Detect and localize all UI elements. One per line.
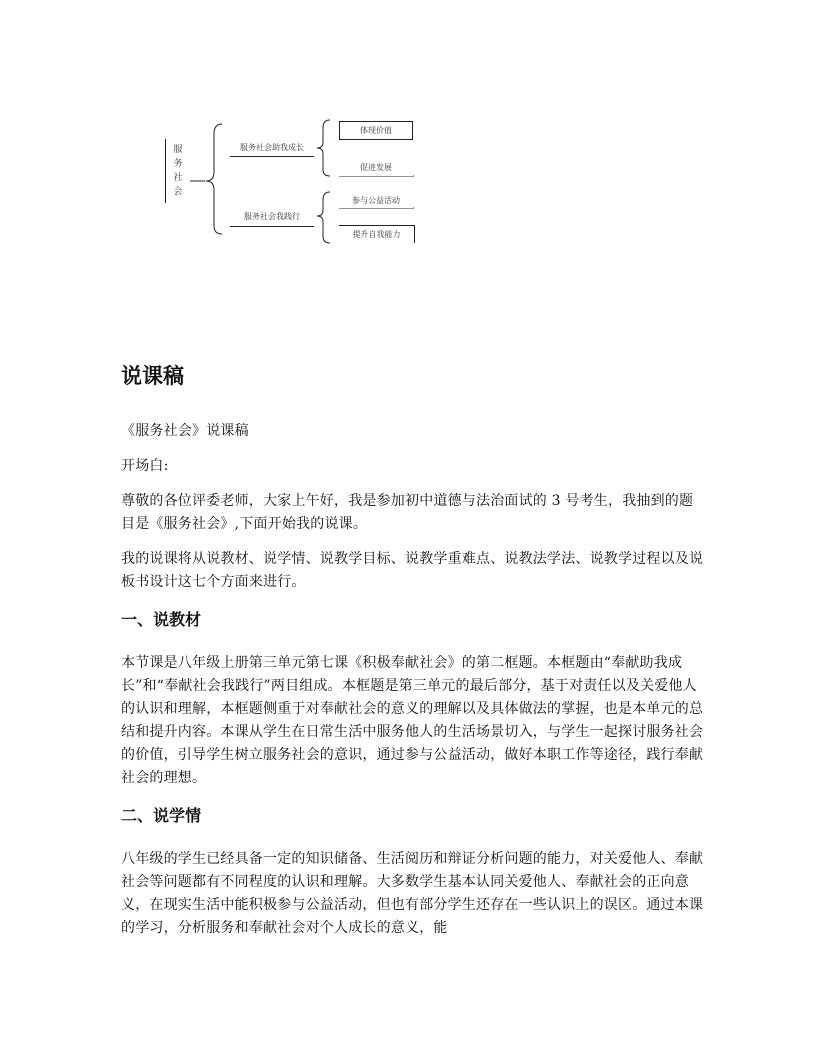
subtitle-paragraph: 《服务社会》说课稿 [121,423,249,439]
section-heading-students: 二、说学情 [121,806,202,825]
root-char: 服 [173,145,183,155]
branch-label-grow: 服务社会助我成长 [230,139,314,157]
concept-diagram [0,0,816,260]
document-title: 说课稿 [121,364,184,388]
document-body [121,356,706,952]
leaf-box: 提升自我能力 [339,225,415,243]
leaf-box: 体现价值 [339,121,413,140]
leaf-box: 促进发展 [339,158,413,176]
outline-paragraph: 我的说课将从说教材、说学情、说教学目标、说教学重难点、说教法学法、说教学过程以及说板书设计这七个方面来进行。 [121,551,704,590]
section-heading-textbook: 一、说教材 [121,610,202,629]
root-char: 社 [173,173,183,183]
section-text-textbook: 本节课是八年级上册第三单元第七课《积极奉献社会》的第二框题。本框题由“奉献助我成长”和“奉献社会我践行”两目组成。本框题是第三单元的最后部分，基于对责任以及关爱他人的认识和理解，本框题侧重于对奉献社会的意义的理解以及具体做法的掌握，也是本单元的总结和提升内容。本课从学生在日常生活中服务他人的生活场景切入，与学生一起探讨服务社会的价值，引导学生树立服务社会的意识，通过参与公益活动，做好本职工作等途径，践行奉献社会的理想。 [121,655,704,786]
intro-paragraph: 尊敬的各位评委老师，大家上午好，我是参加初中道德与法治面试的 3 号考生，我抽到的题目是《服务社会》,下面开始我的说课。 [121,493,694,532]
leaf-box: 参与公益活动 [339,192,413,208]
root-char: 务 [173,159,183,169]
section-text-students: 八年级的学生已经具备一定的知识储备、生活阅历和辩证分析问题的能力，对关爱他人、奉献社会等问题都有不同程度的认识和理解。大多数学生基本认同关爱他人、奉献社会的正向意义，在现实生活中能积极参与公益活动，但也有部分学生还存在一些认识上的误区。通过本课的学习，分析服务和奉献社会对个人成长的意义，能 [121,851,704,936]
branch-label-practice: 服务社会我践行 [230,207,314,227]
opening-label: 开场白: [121,458,169,474]
diagram-root [165,139,190,203]
root-char: 会 [173,187,183,197]
